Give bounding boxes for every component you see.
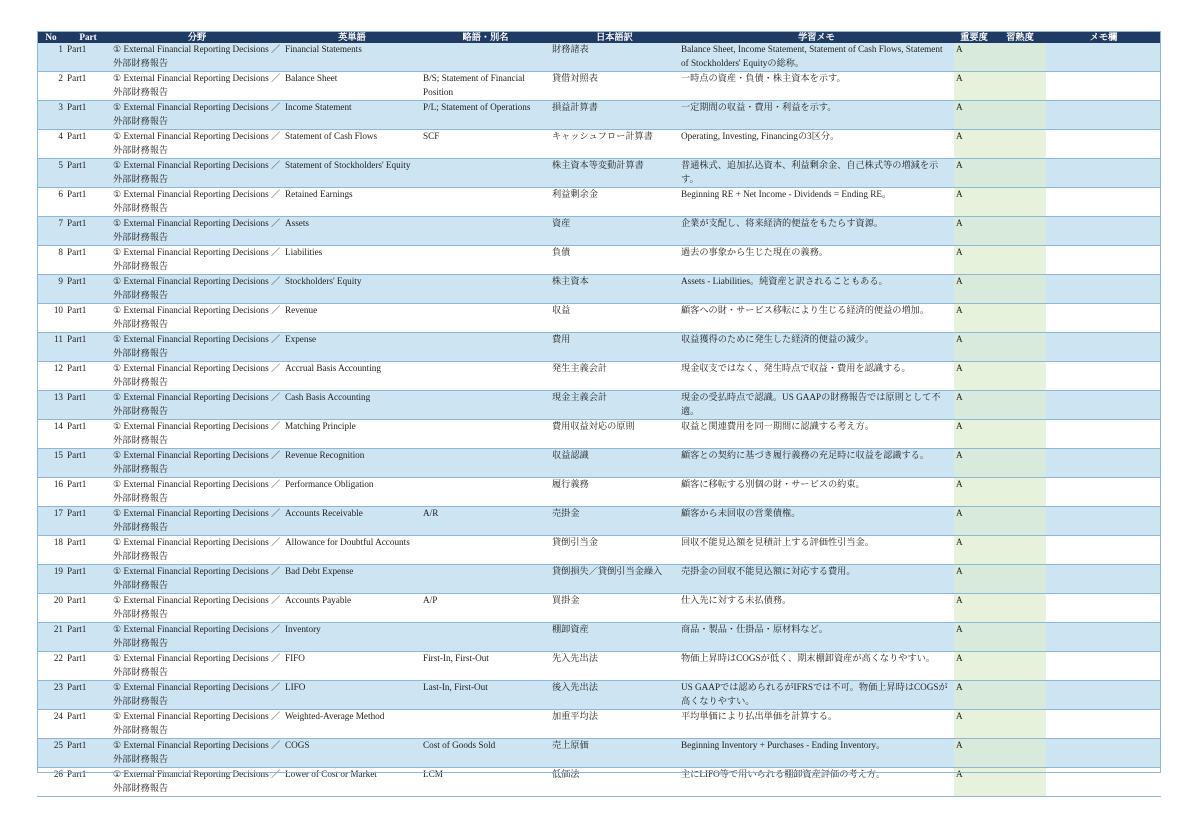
cell-notes[interactable] [1046,507,1161,536]
cell-notes[interactable] [1046,130,1161,159]
cell-part[interactable]: Part1 [65,304,111,333]
cell-importance[interactable]: A [954,681,994,710]
cell-jp[interactable]: 発生主義会計 [550,362,679,391]
cell-importance[interactable]: A [954,420,994,449]
cell-no[interactable]: 2 [37,72,65,101]
cell-part[interactable]: Part1 [65,507,111,536]
cell-jp[interactable]: キャッシュフロー計算書 [550,130,679,159]
cell-notes[interactable] [1046,333,1161,362]
cell-part[interactable]: Part1 [65,275,111,304]
cell-importance[interactable]: A [954,507,994,536]
cell-field[interactable]: ① External Financial Reporting Decisions ／外部財務報告 [111,536,283,565]
cell-term[interactable]: Accounts Payable [283,594,421,623]
vocabulary-table [37,31,1161,797]
cell-notes[interactable] [1046,594,1161,623]
cell-notes[interactable] [1046,362,1161,391]
cell-no[interactable]: 5 [37,159,65,188]
cell-jp[interactable]: 売上原価 [550,739,679,768]
cell-jp[interactable]: 財務諸表 [550,43,679,72]
cell-field[interactable]: ① External Financial Reporting Decisions ／外部財務報告 [111,391,283,420]
cell-abbr[interactable] [421,710,550,739]
cell-part[interactable]: Part1 [65,159,111,188]
cell-memo[interactable]: 売掛金の回収不能見込額に対応する費用。 [679,565,954,594]
cell-mastery[interactable] [994,739,1046,768]
cell-abbr[interactable]: LCM [421,768,550,797]
cell-mastery[interactable] [994,304,1046,333]
cell-abbr[interactable]: A/P [421,594,550,623]
cell-field[interactable]: ① External Financial Reporting Decisions ／外部財務報告 [111,478,283,507]
cell-abbr[interactable] [421,565,550,594]
cell-part[interactable]: Part1 [65,623,111,652]
cell-field[interactable]: ① External Financial Reporting Decisions ／外部財務報告 [111,710,283,739]
cell-importance[interactable]: A [954,623,994,652]
cell-field[interactable]: ① External Financial Reporting Decisions ／外部財務報告 [111,101,283,130]
cell-jp[interactable]: 資産 [550,217,679,246]
cell-memo[interactable]: 収益と関連費用を同一期間に認識する考え方。 [679,420,954,449]
cell-jp[interactable]: 収益 [550,304,679,333]
table-row [37,391,1161,420]
table-row [37,101,1161,130]
cell-no[interactable]: 8 [37,246,65,275]
cell-importance[interactable]: A [954,449,994,478]
table-row [37,449,1161,478]
cell-no[interactable]: 13 [37,391,65,420]
cell-term[interactable]: Financial Statements [283,43,421,72]
table-row [37,72,1161,101]
cell-importance[interactable]: A [954,652,994,681]
cell-jp[interactable]: 加重平均法 [550,710,679,739]
cell-no[interactable]: 18 [37,536,65,565]
table-row [37,739,1161,768]
cell-abbr[interactable] [421,362,550,391]
cell-abbr[interactable] [421,246,550,275]
cell-importance[interactable]: A [954,130,994,159]
cell-abbr[interactable] [421,449,550,478]
table-row [37,333,1161,362]
cell-term[interactable]: Weighted-Average Method [283,710,421,739]
cell-mastery[interactable] [994,681,1046,710]
cell-memo[interactable]: Balance Sheet, Income Statement, Statement of Cash Flows, Statement of Stockholders' Equityの総称。 [679,43,954,72]
cell-memo[interactable]: 顧客から未回収の営業債権。 [679,507,954,536]
cell-memo[interactable]: 現金収支ではなく、発生時点で収益・費用を認識する。 [679,362,954,391]
cell-term[interactable]: LIFO [283,681,421,710]
cell-no[interactable]: 3 [37,101,65,130]
cell-term[interactable]: Assets [283,217,421,246]
cell-field[interactable]: ① External Financial Reporting Decisions ／外部財務報告 [111,739,283,768]
col-header-part[interactable]: Part [65,31,111,43]
cell-importance[interactable]: A [954,246,994,275]
col-header-notes[interactable]: メモ欄 [1046,31,1161,43]
cell-notes[interactable] [1046,43,1161,72]
table-row [37,130,1161,159]
cell-jp[interactable]: 現金主義会計 [550,391,679,420]
cell-abbr[interactable] [421,304,550,333]
cell-abbr[interactable]: Last-In, First-Out [421,681,550,710]
cell-term[interactable]: FIFO [283,652,421,681]
cell-notes[interactable] [1046,246,1161,275]
cell-part[interactable]: Part1 [65,594,111,623]
cell-notes[interactable] [1046,217,1161,246]
cell-abbr[interactable] [421,275,550,304]
cell-notes[interactable] [1046,565,1161,594]
cell-term[interactable]: Statement of Stockholders' Equity [283,159,421,188]
cell-field[interactable]: ① External Financial Reporting Decisions ／外部財務報告 [111,130,283,159]
cell-no[interactable]: 12 [37,362,65,391]
cell-notes[interactable] [1046,275,1161,304]
cell-jp[interactable]: 損益計算書 [550,101,679,130]
cell-memo[interactable]: 物価上昇時はCOGSが低く、期末棚卸資産が高くなりやすい。 [679,652,954,681]
cell-abbr[interactable] [421,217,550,246]
cell-part[interactable]: Part1 [65,420,111,449]
cell-field[interactable]: ① External Financial Reporting Decisions ／外部財務報告 [111,159,283,188]
cell-notes[interactable] [1046,681,1161,710]
cell-field[interactable]: ① External Financial Reporting Decisions ／外部財務報告 [111,217,283,246]
cell-part[interactable]: Part1 [65,710,111,739]
cell-term[interactable]: Revenue [283,304,421,333]
cell-jp[interactable]: 負債 [550,246,679,275]
cell-part[interactable]: Part1 [65,101,111,130]
cell-term[interactable]: COGS [283,739,421,768]
cell-no[interactable]: 6 [37,188,65,217]
cell-memo[interactable]: 回収不能見込額を見積計上する評価性引当金。 [679,536,954,565]
cell-mastery[interactable] [994,159,1046,188]
cell-memo[interactable]: 顧客に移転する別個の財・サービスの約束。 [679,478,954,507]
cell-field[interactable]: ① External Financial Reporting Decisions ／外部財務報告 [111,333,283,362]
cell-importance[interactable]: A [954,478,994,507]
cell-abbr[interactable] [421,536,550,565]
col-header-memo[interactable]: 学習メモ [679,31,954,43]
cell-part[interactable]: Part1 [65,43,111,72]
cell-importance[interactable]: A [954,217,994,246]
cell-jp[interactable]: 費用 [550,333,679,362]
cell-field[interactable]: ① External Financial Reporting Decisions ／外部財務報告 [111,565,283,594]
cell-term[interactable]: Bad Debt Expense [283,565,421,594]
cell-mastery[interactable] [994,768,1046,797]
cell-term[interactable]: Balance Sheet [283,72,421,101]
cell-term[interactable]: Inventory [283,623,421,652]
cell-mastery[interactable] [994,652,1046,681]
cell-term[interactable]: Revenue Recognition [283,449,421,478]
cell-importance[interactable]: A [954,43,994,72]
cell-importance[interactable]: A [954,159,994,188]
cell-memo[interactable]: 一定期間の収益・費用・利益を示す。 [679,101,954,130]
cell-memo[interactable]: 現金の受払時点で認識。US GAAPの財務報告では原則として不適。 [679,391,954,420]
cell-mastery[interactable] [994,43,1046,72]
cell-memo[interactable]: US GAAPでは認められるがIFRSでは不可。物価上昇時はCOGSが高くなりやすい。 [679,681,954,710]
col-header-mastery[interactable]: 習熟度 [994,31,1046,43]
cell-field[interactable]: ① External Financial Reporting Decisions ／外部財務報告 [111,681,283,710]
cell-notes[interactable] [1046,536,1161,565]
cell-abbr[interactable] [421,333,550,362]
cell-memo[interactable]: 顧客との契約に基づき履行義務の充足時に収益を認識する。 [679,449,954,478]
cell-jp[interactable]: 棚卸資産 [550,623,679,652]
cell-memo[interactable]: Assets - Liabilities。純資産と訳されることもある。 [679,275,954,304]
cell-notes[interactable] [1046,159,1161,188]
cell-notes[interactable] [1046,768,1161,797]
cell-part[interactable]: Part1 [65,449,111,478]
cell-term[interactable]: Allowance for Doubtful Accounts [283,536,421,565]
table-row [37,217,1161,246]
cell-notes[interactable] [1046,478,1161,507]
cell-term[interactable]: Cash Basis Accounting [283,391,421,420]
cell-importance[interactable]: A [954,565,994,594]
cell-jp[interactable]: 貸借対照表 [550,72,679,101]
cell-field[interactable]: ① External Financial Reporting Decisions ／外部財務報告 [111,420,283,449]
cell-mastery[interactable] [994,449,1046,478]
table-row [37,188,1161,217]
col-header-field[interactable]: 分野 [111,31,283,43]
cell-no[interactable]: 21 [37,623,65,652]
cell-mastery[interactable] [994,478,1046,507]
cell-term[interactable]: Stockholders' Equity [283,275,421,304]
cell-term[interactable]: Performance Obligation [283,478,421,507]
cell-term[interactable]: Expense [283,333,421,362]
cell-importance[interactable]: A [954,710,994,739]
cell-no[interactable]: 1 [37,43,65,72]
cell-memo[interactable]: 平均単価により払出単価を計算する。 [679,710,954,739]
cell-jp[interactable]: 貸倒引当金 [550,536,679,565]
cell-term[interactable]: Statement of Cash Flows [283,130,421,159]
cell-importance[interactable]: A [954,188,994,217]
cell-memo[interactable]: Beginning Inventory + Purchases - Ending Inventory。 [679,739,954,768]
cell-jp[interactable]: 収益認識 [550,449,679,478]
cell-abbr[interactable] [421,188,550,217]
cell-mastery[interactable] [994,536,1046,565]
cell-no[interactable]: 23 [37,681,65,710]
cell-jp[interactable]: 履行義務 [550,478,679,507]
table-row [37,536,1161,565]
cell-importance[interactable]: A [954,304,994,333]
cell-part[interactable]: Part1 [65,72,111,101]
cell-term[interactable]: Lower of Cost or Market [283,768,421,797]
cell-field[interactable]: ① External Financial Reporting Decisions ／外部財務報告 [111,652,283,681]
cell-abbr[interactable] [421,43,550,72]
cell-importance[interactable]: A [954,391,994,420]
cell-field[interactable]: ① External Financial Reporting Decisions ／外部財務報告 [111,246,283,275]
cell-field[interactable]: ① External Financial Reporting Decisions ／外部財務報告 [111,594,283,623]
cell-field[interactable]: ① External Financial Reporting Decisions ／外部財務報告 [111,188,283,217]
cell-jp[interactable]: 費用収益対応の原則 [550,420,679,449]
cell-abbr[interactable]: P/L; Statement of Operations [421,101,550,130]
cell-importance[interactable]: A [954,739,994,768]
col-header-jp[interactable]: 日本語訳 [550,31,679,43]
cell-no[interactable]: 19 [37,565,65,594]
cell-part[interactable]: Part1 [65,391,111,420]
cell-abbr[interactable]: A/R [421,507,550,536]
cell-notes[interactable] [1046,304,1161,333]
cell-abbr[interactable] [421,159,550,188]
cell-abbr[interactable]: SCF [421,130,550,159]
table-row [37,652,1161,681]
cell-jp[interactable]: 買掛金 [550,594,679,623]
cell-term[interactable]: Accounts Receivable [283,507,421,536]
cell-no[interactable]: 4 [37,130,65,159]
cell-part[interactable]: Part1 [65,536,111,565]
cell-abbr[interactable] [421,478,550,507]
table-row [37,507,1161,536]
cell-no[interactable]: 14 [37,420,65,449]
cell-mastery[interactable] [994,333,1046,362]
cell-memo[interactable]: 企業が支配し、将来経済的便益をもたらす資源。 [679,217,954,246]
cell-notes[interactable] [1046,652,1161,681]
cell-abbr[interactable] [421,420,550,449]
cell-field[interactable]: ① External Financial Reporting Decisions ／外部財務報告 [111,43,283,72]
cell-memo[interactable]: 顧客への財・サービス移転により生じる経済的便益の増加。 [679,304,954,333]
cell-abbr[interactable]: Cost of Goods Sold [421,739,550,768]
cell-importance[interactable]: A [954,72,994,101]
cell-part[interactable]: Part1 [65,478,111,507]
cell-memo[interactable]: 商品・製品・仕掛品・原材料など。 [679,623,954,652]
table-row [37,43,1161,72]
cell-no[interactable]: 11 [37,333,65,362]
col-header-term[interactable]: 英単語 [283,31,421,43]
cell-mastery[interactable] [994,710,1046,739]
cell-no[interactable]: 15 [37,449,65,478]
table-row [37,275,1161,304]
cell-mastery[interactable] [994,188,1046,217]
cell-term[interactable]: Matching Principle [283,420,421,449]
table-row [37,594,1161,623]
table-row [37,304,1161,333]
cell-memo[interactable]: 仕入先に対する未払債務。 [679,594,954,623]
table-row [37,420,1161,449]
cell-abbr[interactable]: B/S; Statement of Financial Position [421,72,550,101]
cell-mastery[interactable] [994,420,1046,449]
cell-notes[interactable] [1046,72,1161,101]
cell-mastery[interactable] [994,275,1046,304]
cell-importance[interactable]: A [954,275,994,304]
cell-memo[interactable]: 普通株式、追加払込資本、利益剰余金、自己株式等の増減を示す。 [679,159,954,188]
table-row [37,478,1161,507]
cell-jp[interactable]: 売掛金 [550,507,679,536]
cell-memo[interactable]: Operating, Investing, Financingの3区分。 [679,130,954,159]
cell-no[interactable]: 24 [37,710,65,739]
cell-no[interactable]: 9 [37,275,65,304]
cell-jp[interactable]: 低価法 [550,768,679,797]
cell-part[interactable]: Part1 [65,739,111,768]
col-header-no[interactable]: No [37,31,65,43]
table-row [37,362,1161,391]
table-row [37,768,1161,797]
cell-part[interactable]: Part1 [65,681,111,710]
cell-notes[interactable] [1046,188,1161,217]
cell-memo[interactable]: Beginning RE + Net Income - Dividends = Ending RE。 [679,188,954,217]
cell-no[interactable]: 20 [37,594,65,623]
cell-notes[interactable] [1046,739,1161,768]
cell-notes[interactable] [1046,623,1161,652]
cell-importance[interactable]: A [954,101,994,130]
table-row [37,565,1161,594]
cell-no[interactable]: 10 [37,304,65,333]
cell-mastery[interactable] [994,594,1046,623]
cell-mastery[interactable] [994,507,1046,536]
cell-jp[interactable]: 利益剰余金 [550,188,679,217]
cell-mastery[interactable] [994,246,1046,275]
cell-memo[interactable]: 主にLIFO等で用いられる棚卸資産評価の考え方。 [679,768,954,797]
cell-jp[interactable]: 貸倒損失／貸倒引当金繰入 [550,565,679,594]
cell-field[interactable]: ① External Financial Reporting Decisions ／外部財務報告 [111,623,283,652]
cell-part[interactable]: Part1 [65,130,111,159]
cell-part[interactable]: Part1 [65,333,111,362]
cell-notes[interactable] [1046,420,1161,449]
cell-field[interactable]: ① External Financial Reporting Decisions ／外部財務報告 [111,72,283,101]
table-row [37,159,1161,188]
cell-abbr[interactable]: First-In, First-Out [421,652,550,681]
cell-term[interactable]: Accrual Basis Accounting [283,362,421,391]
cell-field[interactable]: ① External Financial Reporting Decisions ／外部財務報告 [111,768,283,797]
cell-part[interactable]: Part1 [65,652,111,681]
cell-term[interactable]: Liabilities [283,246,421,275]
cell-field[interactable]: ① External Financial Reporting Decisions ／外部財務報告 [111,507,283,536]
table-row [37,623,1161,652]
cell-no[interactable]: 17 [37,507,65,536]
cell-importance[interactable]: A [954,362,994,391]
cell-importance[interactable]: A [954,594,994,623]
cell-notes[interactable] [1046,449,1161,478]
cell-no[interactable]: 7 [37,217,65,246]
cell-abbr[interactable] [421,623,550,652]
cell-notes[interactable] [1046,101,1161,130]
cell-importance[interactable]: A [954,768,994,797]
cell-mastery[interactable] [994,391,1046,420]
table-row [37,681,1161,710]
cell-mastery[interactable] [994,623,1046,652]
table-row [37,246,1161,275]
cell-notes[interactable] [1046,391,1161,420]
cell-notes[interactable] [1046,710,1161,739]
cell-jp[interactable]: 後入先出法 [550,681,679,710]
cell-part[interactable]: Part1 [65,768,111,797]
cell-memo[interactable]: 収益獲得のために発生した経済的便益の減少。 [679,333,954,362]
cell-mastery[interactable] [994,217,1046,246]
col-header-abbr[interactable]: 略語・別名 [421,31,550,43]
cell-field[interactable]: ① External Financial Reporting Decisions ／外部財務報告 [111,449,283,478]
cell-no[interactable]: 26 [37,768,65,797]
cell-no[interactable]: 25 [37,739,65,768]
cell-field[interactable]: ① External Financial Reporting Decisions ／外部財務報告 [111,275,283,304]
cell-jp[interactable]: 先入先出法 [550,652,679,681]
cell-term[interactable]: Retained Earnings [283,188,421,217]
cell-part[interactable]: Part1 [65,188,111,217]
table-row [37,710,1161,739]
cell-part[interactable]: Part1 [65,246,111,275]
cell-part[interactable]: Part1 [65,565,111,594]
cell-mastery[interactable] [994,565,1046,594]
cell-importance[interactable]: A [954,536,994,565]
cell-mastery[interactable] [994,101,1046,130]
cell-jp[interactable]: 株主資本等変動計算書 [550,159,679,188]
cell-field[interactable]: ① External Financial Reporting Decisions ／外部財務報告 [111,304,283,333]
col-header-importance[interactable]: 重要度 [954,31,994,43]
cell-memo[interactable]: 過去の事象から生じた現在の義務。 [679,246,954,275]
cell-term[interactable]: Income Statement [283,101,421,130]
cell-mastery[interactable] [994,72,1046,101]
cell-memo[interactable]: 一時点の資産・負債・株主資本を示す。 [679,72,954,101]
header-row [37,31,1161,43]
cell-importance[interactable]: A [954,333,994,362]
cell-part[interactable]: Part1 [65,217,111,246]
cell-abbr[interactable] [421,391,550,420]
cell-mastery[interactable] [994,362,1046,391]
cell-no[interactable]: 22 [37,652,65,681]
cell-field[interactable]: ① External Financial Reporting Decisions ／外部財務報告 [111,362,283,391]
cell-no[interactable]: 16 [37,478,65,507]
cell-mastery[interactable] [994,130,1046,159]
cell-jp[interactable]: 株主資本 [550,275,679,304]
cell-part[interactable]: Part1 [65,362,111,391]
